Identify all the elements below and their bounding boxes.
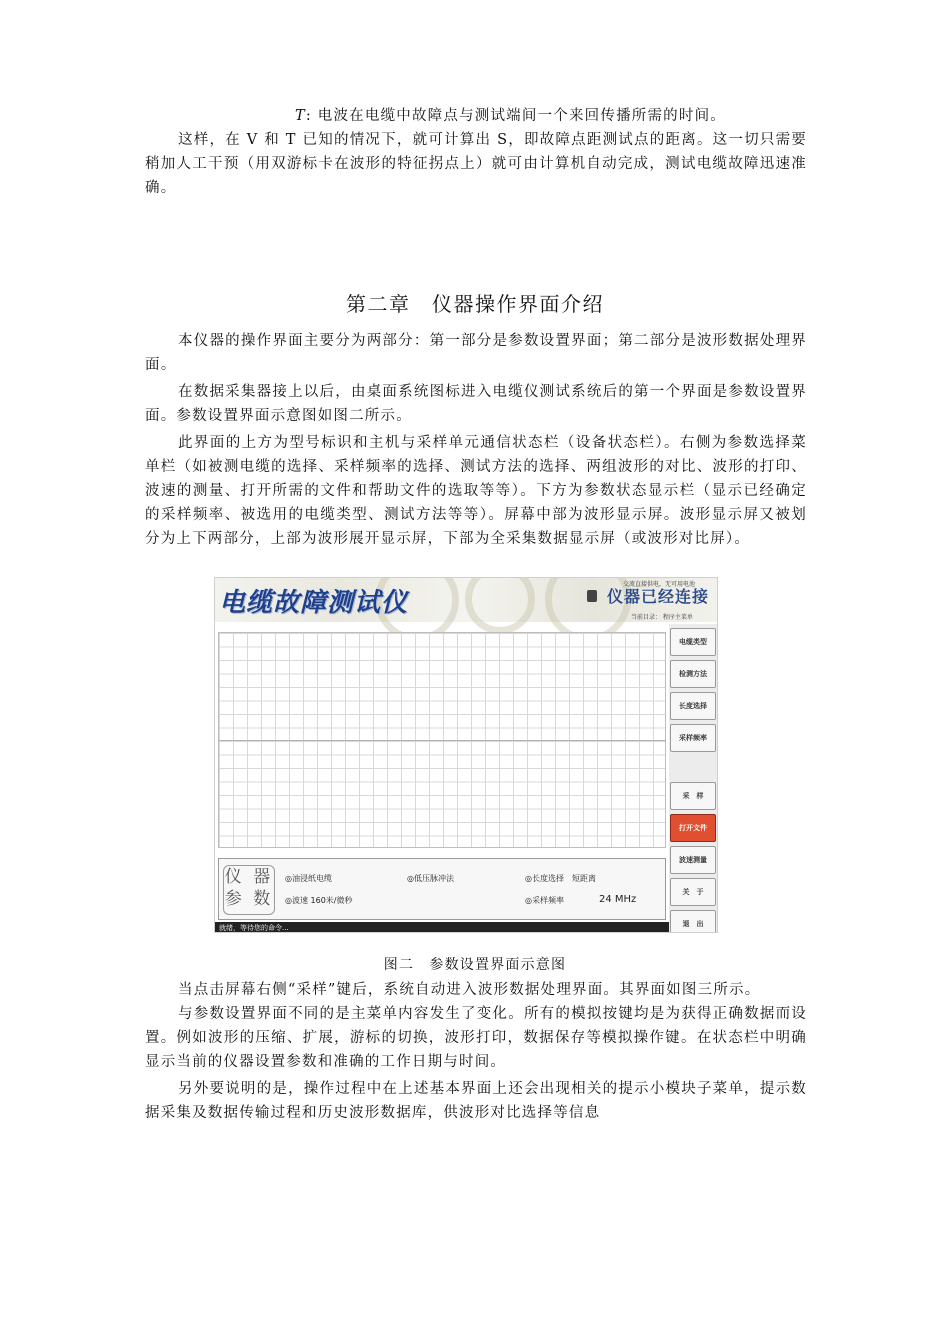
waveform-divider: [218, 740, 666, 741]
menu-sample-rate-button[interactable]: 采样频率: [670, 724, 716, 752]
menu-length-select-button[interactable]: 长度选择: [670, 692, 716, 720]
title-bar: [215, 578, 717, 622]
current-directory: 当前目录： 程序主菜单: [631, 614, 693, 621]
figure-caption: 图二 参数设置界面示意图: [383, 957, 567, 973]
t-definition-text: : 电波在电缆中故障点与测试端间一个来回传播所需的时间。: [305, 108, 726, 124]
params-title: [223, 865, 275, 915]
param-speed: ◎波速 160米/微秒: [285, 896, 353, 905]
paragraph-first-interface: 在数据采集器接上以后，由桌面系统图标进入电缆仪测试系统后的第一个界面是参数设置界面。参数设置界面示意图如图二所示。: [145, 384, 807, 424]
param-freq-value: 24 MHz: [599, 894, 637, 905]
paragraph-menu-difference: 与参数设置界面不同的是主菜单内容发生了变化。所有的模拟按键均是为获得正确数据而设置。例如波形的压缩、扩展，游标的切换，波形打印，数据保存等模拟操作键。在状态栏中明确显示当前的仪器设置参数和准确的工作日期与时间。: [145, 1006, 807, 1070]
param-method: ◎低压脉冲法: [407, 874, 454, 883]
device-icon: [587, 590, 597, 602]
parameter-menu: [669, 624, 717, 932]
menu-test-method-button[interactable]: 检测方法: [670, 660, 716, 688]
params-title-line1: 仪 器: [224, 867, 274, 887]
parameter-interface-figure: [214, 577, 718, 933]
chapter-title: 第二章 仪器操作界面介绍: [346, 292, 604, 316]
menu-exit-button[interactable]: 退 出: [670, 910, 716, 933]
paragraph-t-definition: [295, 104, 815, 128]
paragraph-extra-notes: 另外要说明的是，操作过程中在上述基本界面上还会出现相关的提示小模块子菜单，提示数据采集及数据传输过程和历史波形数据库，供波形对比选择等信息: [145, 1081, 807, 1121]
paragraph-distance-calc: 这样，在 V 和 T 已知的情况下，就可计算出 S，即故障点距测试点的距离。这一切只需要稍加人工干预（用双游标卡在波形的特征拐点上）就可由计算机自动完成，测试电缆故障迅速准确。: [145, 132, 807, 196]
connection-status: 仪器已经连接: [607, 587, 710, 606]
bottom-status-bar: 就绪，等待您的命令...: [215, 922, 669, 933]
menu-sample-button[interactable]: 采 样: [670, 782, 716, 810]
paragraph-sample-key: 当点击屏幕右侧“采样”键后，系统自动进入波形数据处理界面。其界面如图三所示。: [178, 982, 761, 998]
paragraph-interface-parts: 本仪器的操作界面主要分为两部分：第一部分是参数设置界面；第二部分是波形数据处理界面。: [145, 333, 807, 373]
paragraph-interface-layout: 此界面的上方为型号标识和主机与采样单元通信状态栏（设备状态栏）。右侧为参数选择菜单栏（如被测电缆的选择、采样频率的选择、测试方法的选择、两组波形的对比、波形的打印、波速的测量、打开所需的文件和帮助文件的选取等等）。下方为参数状态显示栏（显示已经确定的采样频率、被选用的电缆类型、测试方法等等）。屏幕中部为波形显示屏。波形显示屏又被划分为上下两部分，上部为波形展开显示屏，下部为全采集数据显示屏（或波形对比屏）。: [145, 435, 807, 547]
instrument-logo: 电缆故障测试仪: [219, 588, 409, 618]
menu-open-file-button[interactable]: 打开文件: [670, 814, 716, 842]
param-freq-label: ◎采样频率: [525, 896, 564, 905]
variable-t: T: [295, 108, 306, 124]
param-cable: ◎油浸纸电缆: [285, 874, 332, 883]
menu-cable-type-button[interactable]: 电缆类型: [670, 628, 716, 656]
param-length: ◎长度选择 短距离: [525, 874, 596, 883]
parameter-status-panel: [218, 858, 666, 920]
menu-about-button[interactable]: 关 于: [670, 878, 716, 906]
power-status: 交流直接供电，无可用电池: [623, 581, 696, 588]
params-title-line2: 参 数: [224, 889, 274, 909]
menu-wave-speed-button[interactable]: 波速测量: [670, 846, 716, 874]
